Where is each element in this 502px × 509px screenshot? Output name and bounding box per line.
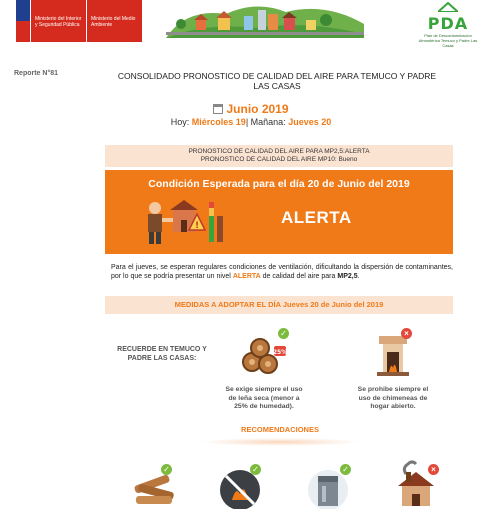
measure-dry-wood <box>222 328 306 412</box>
city-landscape-illustration <box>166 0 364 38</box>
today-value: Miércoles 19 <box>191 117 246 127</box>
ministry-environment-label: Ministerio del Medio Ambiente <box>86 0 142 42</box>
paragraph-alert-word: ALERTA <box>232 273 261 280</box>
recommendation-no-burning <box>214 460 270 509</box>
pda-logo-text: PDA <box>427 14 469 33</box>
allowed-check-icon: ✓ <box>278 328 289 339</box>
condition-banner <box>105 170 453 254</box>
forecast-summary <box>105 145 453 167</box>
prohibited-x-icon: × <box>428 464 439 475</box>
recommendation-firewood <box>128 460 184 509</box>
measure-fireplace <box>355 328 431 412</box>
svg-text:!: ! <box>194 221 200 231</box>
measure-fireplace-text: Se prohibe siempre el uso de chimeneas de hogar abierto. <box>357 386 429 410</box>
condition-title: Condición Esperada para el día 20 de Junio del 2019 <box>148 178 410 190</box>
measures-heading: MEDIDAS A ADOPTAR EL DÍA Jueves 20 de Junio del 2019 <box>105 296 453 314</box>
flag-strip <box>16 0 30 42</box>
ministry-interior-label: Ministerio del Interior y Seguridad Pública <box>30 0 86 42</box>
page-header <box>0 0 502 52</box>
paragraph-part3: . <box>357 273 360 280</box>
report-number: Reporte N°81 <box>14 70 59 77</box>
forecast-paragraph <box>111 263 453 281</box>
allowed-check-icon: ✓ <box>161 464 172 475</box>
days-line <box>0 117 502 127</box>
forecast-mp10-line: PRONOSTICO DE CALIDAD DEL AIRE MP10: Bueno <box>200 155 358 163</box>
humidity-percent-label: 25% <box>272 349 288 356</box>
house-roof-icon <box>438 2 458 12</box>
recommendations-heading <box>0 425 502 434</box>
prohibited-x-icon: × <box>401 328 412 339</box>
month-year-text: Junio 2019 <box>226 102 289 116</box>
pda-logo-subtitle: Plan de Descontaminación Atmosférica Temuco y Padre Las Casas <box>418 33 478 48</box>
calendar-icon <box>213 104 223 114</box>
remember-label: RECUERDE EN TEMUCO Y PADRE LAS CASAS: <box>117 346 207 362</box>
measure-dry-wood-text: Se exige siempre el uso de leña seca (menor a 25% de humedad). <box>225 386 303 410</box>
paragraph-part1: Para el jueves, se esperan regulares condiciones de ventilación, dificultando la dispersión de contaminantes, por lo que se podría presentar un nivel <box>111 264 453 280</box>
section-glow-divider <box>200 438 360 446</box>
tomorrow-label: | Mañana: <box>245 117 286 127</box>
alert-illustration-icon <box>135 196 225 246</box>
paragraph-part2: de calidad del aire para <box>260 273 338 280</box>
month-year-heading <box>0 102 502 116</box>
tomorrow-value: Jueves 20 <box>288 117 332 127</box>
recommendation-smoking-house <box>388 460 444 509</box>
dry-wood-icon <box>238 328 290 380</box>
fireplace-icon <box>367 328 419 380</box>
alert-status: ALERTA <box>281 208 352 227</box>
allowed-check-icon: ✓ <box>340 464 351 475</box>
firewood-icon <box>128 460 184 509</box>
no-burning-icon <box>214 460 270 509</box>
page-title: CONSOLIDADO PRONOSTICO DE CALIDAD DEL AIRE PARA TEMUCO Y PADRE LAS CASAS <box>117 71 437 91</box>
recommendation-stove-pipe <box>300 460 356 509</box>
government-logo <box>16 0 142 42</box>
recommendations-title: RECOMENDACIONES <box>241 425 319 434</box>
forecast-mp25-line: PRONOSTICO DE CALIDAD DEL AIRE PARA MP2,5:ALERTA <box>188 148 370 155</box>
pda-logo <box>418 2 478 46</box>
allowed-check-icon: ✓ <box>250 464 261 475</box>
paragraph-pollutant: MP2,5 <box>337 273 358 280</box>
today-label: Hoy: <box>170 117 190 127</box>
